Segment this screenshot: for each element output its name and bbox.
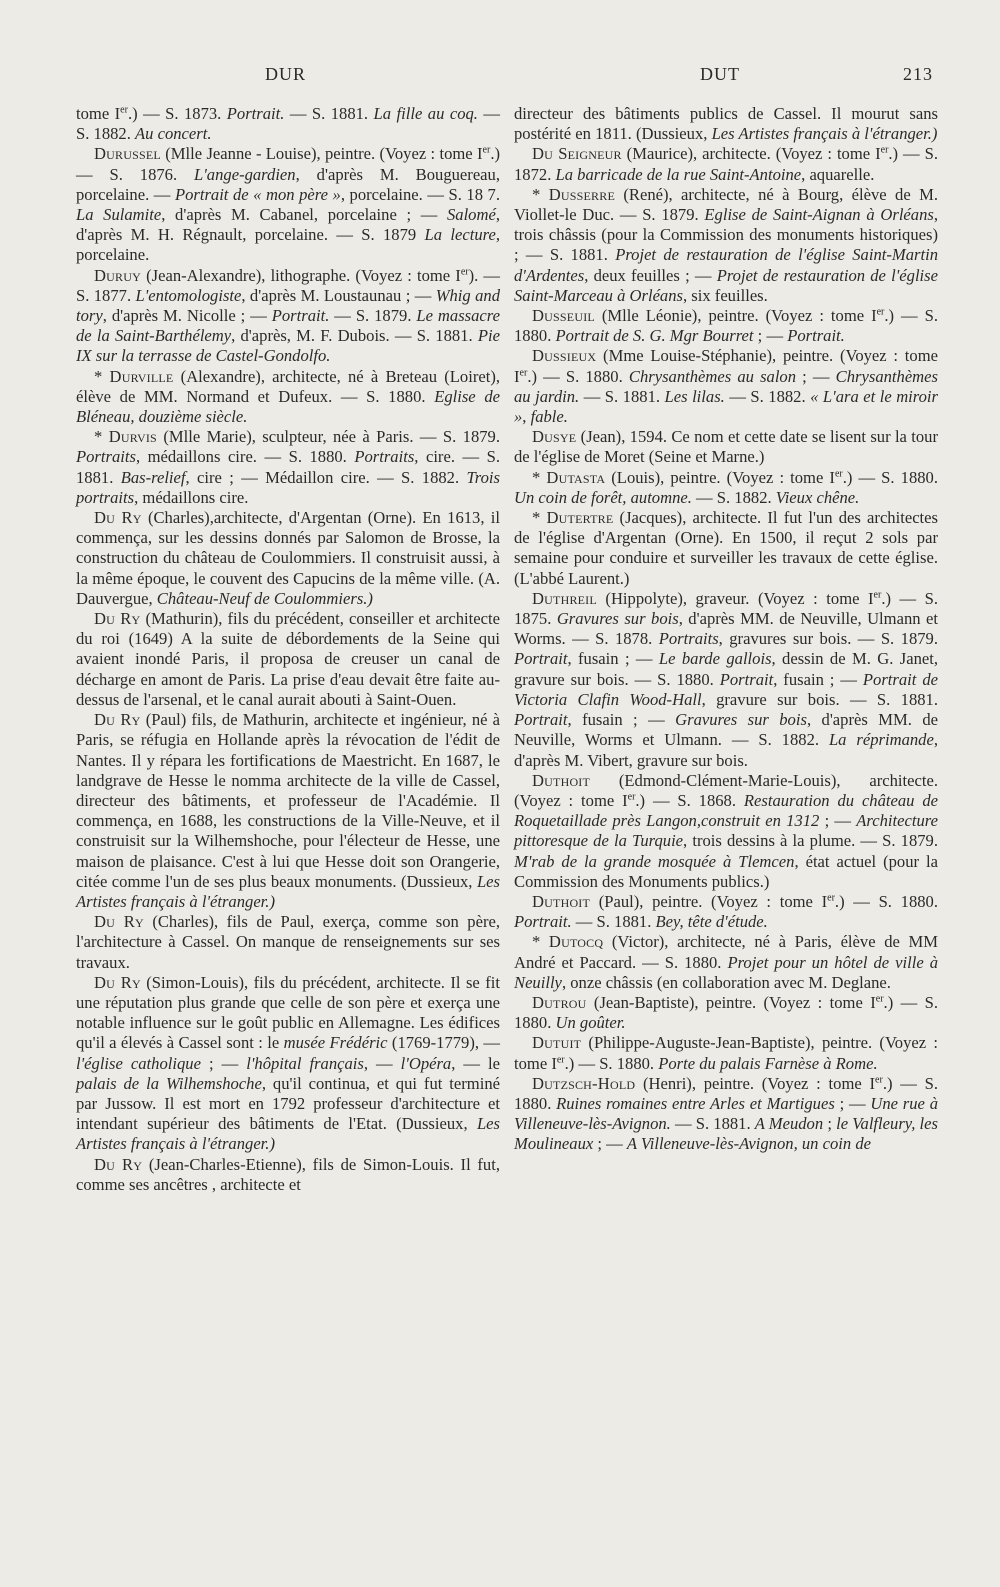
dictionary-entry: * Dusserre (René), architecte, né à Bourg, élève de M. Viollet-le Duc. — S. 1879. Eglise de Saint-Aignan à Orléans, trois châssis (pour la Commission des monuments historiques) ; — S. 1881. Projet de restauration de l'église Saint-Martin d'Ardentes, deux feuilles ; — Projet de restauration de l'église Saint-Marceau à Orléans, six feuilles.: [514, 184, 938, 305]
dictionary-entry: Dusye (Jean), 1594. Ce nom et cette date se lisent sur la tour de l'église de Moret (Seine et Marne.): [514, 427, 938, 467]
dictionary-entry: * Durvis (Mlle Marie), sculpteur, née à Paris. — S. 1879. Portraits, médaillons cire. — S. 1880. Portraits, cire. — S. 1881. Bas-relief, cire ; — Médaillon cire. — S. 1882. Trois portraits, médaillons cire.: [76, 427, 501, 507]
dictionary-entry: Dutuit (Philippe-Auguste-Jean-Baptiste), peintre. (Voyez : tome Ier.) — S. 1880. Porte du palais Farnèse à Rome.: [514, 1033, 938, 1073]
dictionary-entry: directeur des bâtiments publics de Cassel. Il mourut sans postérité en 1811. (Dussieux, Les Artistes français à l'étranger.): [514, 104, 938, 144]
dictionary-entry: Duthoit (Edmond-Clément-Marie-Louis), architecte. (Voyez : tome Ier.) — S. 1868. Restauration du château de Roquetaillade près Langon,construit en 1312 ; — Architecture pittoresque de la Turquie, trois dessins à la plume. — S. 1879. M'rab de la grande mosquée à Tlemcen, état actuel (pour la Commission des Monuments publics.): [514, 770, 938, 891]
dictionary-entry: Du Ry (Simon-Louis), fils du précédent, architecte. Il se fit une réputation plus grande que celle de son père et exerça une notable influence sur le goût public en Allemagne. Les édifices qu'il a élevés à Cassel sont : le musée Frédéric (1769-1779), — l'église catholique ; — l'hôpital français, — l'Opéra, — le palais de la Wilhemshoche, qu'il continua, et qui fut terminé par Jussow. Il est mort en 1792 professeur d'architecture et intendant supérieur des bâtiments de l'Etat. (Dussieux, Les Artistes français à l'étranger.): [76, 972, 501, 1154]
dictionary-entry: Du Ry (Mathurin), fils du précédent, conseiller et architecte du roi (1649) A la suite de débordements de la Seine qui avaient inondé Paris, il proposa de creuser un canal de décharge en amont de Paris. La prise d'eau devait être faite au-dessus de l'arsenal, et le canal aurait abouti à Saint-Ouen.: [76, 609, 500, 709]
running-head-left: DUR: [265, 64, 307, 84]
dictionary-entry: Du Ry (Charles),architecte, d'Argentan (Orne). En 1613, il commença, sur les dessins donnés par Salomon de Brosse, la construction du château de Coulommiers. Il construisit aussi, à la même époque, le couvent des Capucins de la même ville. (A. Dauvergue, Château-Neuf de Coulommiers.): [76, 508, 500, 608]
dictionary-entry: Du Ry (Jean-Charles-Etienne), fils de Simon-Louis. Il fut, comme ses ancêtres , architecte et: [76, 1154, 500, 1194]
dictionary-entry: Du Ry (Paul) fils, de Mathurin, architecte et ingénieur, né à Paris, se réfugia en Hollande après la révocation de l'édit de Nantes. Il y répara les fortifications de Maestricht. En 1687, le landgrave de Hesse le nomma architecte de la ville de Cassel, directeur des bâtiments, et professeur de l'Académie. Il commença, en 1688, les constructions de la Ville-Neuve, et il construisit sur la Wilhemshoche, pour l'électeur de Hesse, une maison de plaisance. C'est à lui que Hesse doit son Orangerie, citée comme l'un de ses plus beaux monuments. (Dussieux, Les Artistes français à l'étranger.): [76, 710, 500, 911]
dictionary-entry: Durussel (Mlle Jeanne - Louise), peintre. (Voyez : tome Ier.) — S. 1876. L'ange-gardien, d'après M. Bouguereau, porcelaine. — Portrait de « mon père », porcelaine. — S. 18 7. La Sulamite, d'après M. Cabanel, porcelaine ; — Salomé, d'après M. H. Régnault, porcelaine. — S. 1879 La lecture, porcelaine.: [76, 144, 500, 265]
dictionary-entry: Dusseuil (Mlle Léonie), peintre. (Voyez : tome Ier.) — S. 1880. Portrait de S. G. Mgr Bourret ; — Portrait.: [514, 306, 938, 346]
dictionary-entry: Duthreil (Hippolyte), graveur. (Voyez : tome Ier.) — S. 1875. Gravures sur bois, d'après MM. de Neuville, Ulmann et Worms. — S. 1878. Portraits, gravures sur bois. — S. 1879. Portrait, fusain ; — Le barde gallois, dessin de M. G. Janet, gravure sur bois. — S. 1880. Portrait, fusain ; — Portrait de Victoria Clafin Wood-Hall, gravure sur bois. — S. 1881. Portrait, fusain ; — Gravures sur bois, d'après MM. de Neuville, Worms et Ulmann. — S. 1882. La réprimande, d'après M. Vibert, gravure sur bois.: [514, 588, 939, 770]
running-head: [0, 64, 1000, 94]
dictionary-entry: Du Ry (Charles), fils de Paul, exerça, comme son père, l'architecture à Cassel. On manque de renseignements sur ses travaux.: [76, 912, 500, 972]
page-number: 213: [903, 64, 933, 84]
dictionary-entry: Duruy (Jean-Alexandre), lithographe. (Voyez : tome Ier). — S. 1877. L'entomologiste, d'après M. Loustaunau ; — Whig and tory, d'après M. Nicolle ; — Portrait. — S. 1879. Le massacre de la Saint-Barthélemy, d'après, M. F. Dubois. — S. 1881. Pie IX sur la terrasse de Castel-Gondolfo.: [76, 265, 501, 366]
dictionary-entry: Duthoit (Paul), peintre. (Voyez : tome Ier.) — S. 1880. Portrait. — S. 1881. Bey, tête d'étude.: [514, 891, 938, 932]
right-column: [514, 104, 938, 1155]
dictionary-entry: * Dutasta (Louis), peintre. (Voyez : tome Ier.) — S. 1880. Un coin de forêt, automne. — S. 1882. Vieux chêne.: [514, 467, 938, 507]
dictionary-entry: Dussieux (Mme Louise-Stéphanie), peintre. (Voyez : tome Ier.) — S. 1880. Chrysanthèmes au salon ; — Chrysanthèmes au jardin. — S. 1881. Les lilas. — S. 1882. « L'ara et le miroir », fable.: [514, 346, 939, 427]
dictionary-entry: * Dutocq (Victor), architecte, né à Paris, élève de MM André et Paccard. — S. 1880. Projet pour un hôtel de ville à Neuilly, onze châssis (en collaboration avec M. Deglane.: [514, 932, 938, 992]
dictionary-entry: * Durville (Alexandre), architecte, né à Breteau (Loiret), élève de MM. Normand et Dufeux. — S. 1880. Eglise de Bléneau, douzième siècle.: [76, 366, 500, 427]
dictionary-entry: Du Seigneur (Maurice), architecte. (Voyez : tome Ier.) — S. 1872. La barricade de la rue Saint-Antoine, aquarelle.: [514, 144, 938, 184]
dictionary-entry: * Dutertre (Jacques), architecte. Il fut l'un des architectes de l'église d'Argentan (Orne). En 1500, il reçut 2 sols par semaine pour conduire et surveiller les travaux de cette église. (L'abbé Laurent.): [514, 508, 938, 588]
running-head-right: DUT: [700, 64, 740, 84]
dictionary-entry: tome Ier.) — S. 1873. Portrait. — S. 1881. La fille au coq. — S. 1882. Au concert.: [76, 104, 500, 144]
dictionary-entry: Dutzsch-Hold (Henri), peintre. (Voyez : tome Ier.) — S. 1880. Ruines romaines entre Arles et Martigues ; — Une rue à Villeneuve-lès-Avignon. — S. 1881. A Meudon ; le Valfleury, les Moulineaux ; — A Villeneuve-lès-Avignon, un coin de: [514, 1073, 938, 1154]
left-column: [76, 104, 500, 1195]
dictionary-entry: Dutrou (Jean-Baptiste), peintre. (Voyez : tome Ier.) — S. 1880. Un goûter.: [514, 992, 938, 1033]
